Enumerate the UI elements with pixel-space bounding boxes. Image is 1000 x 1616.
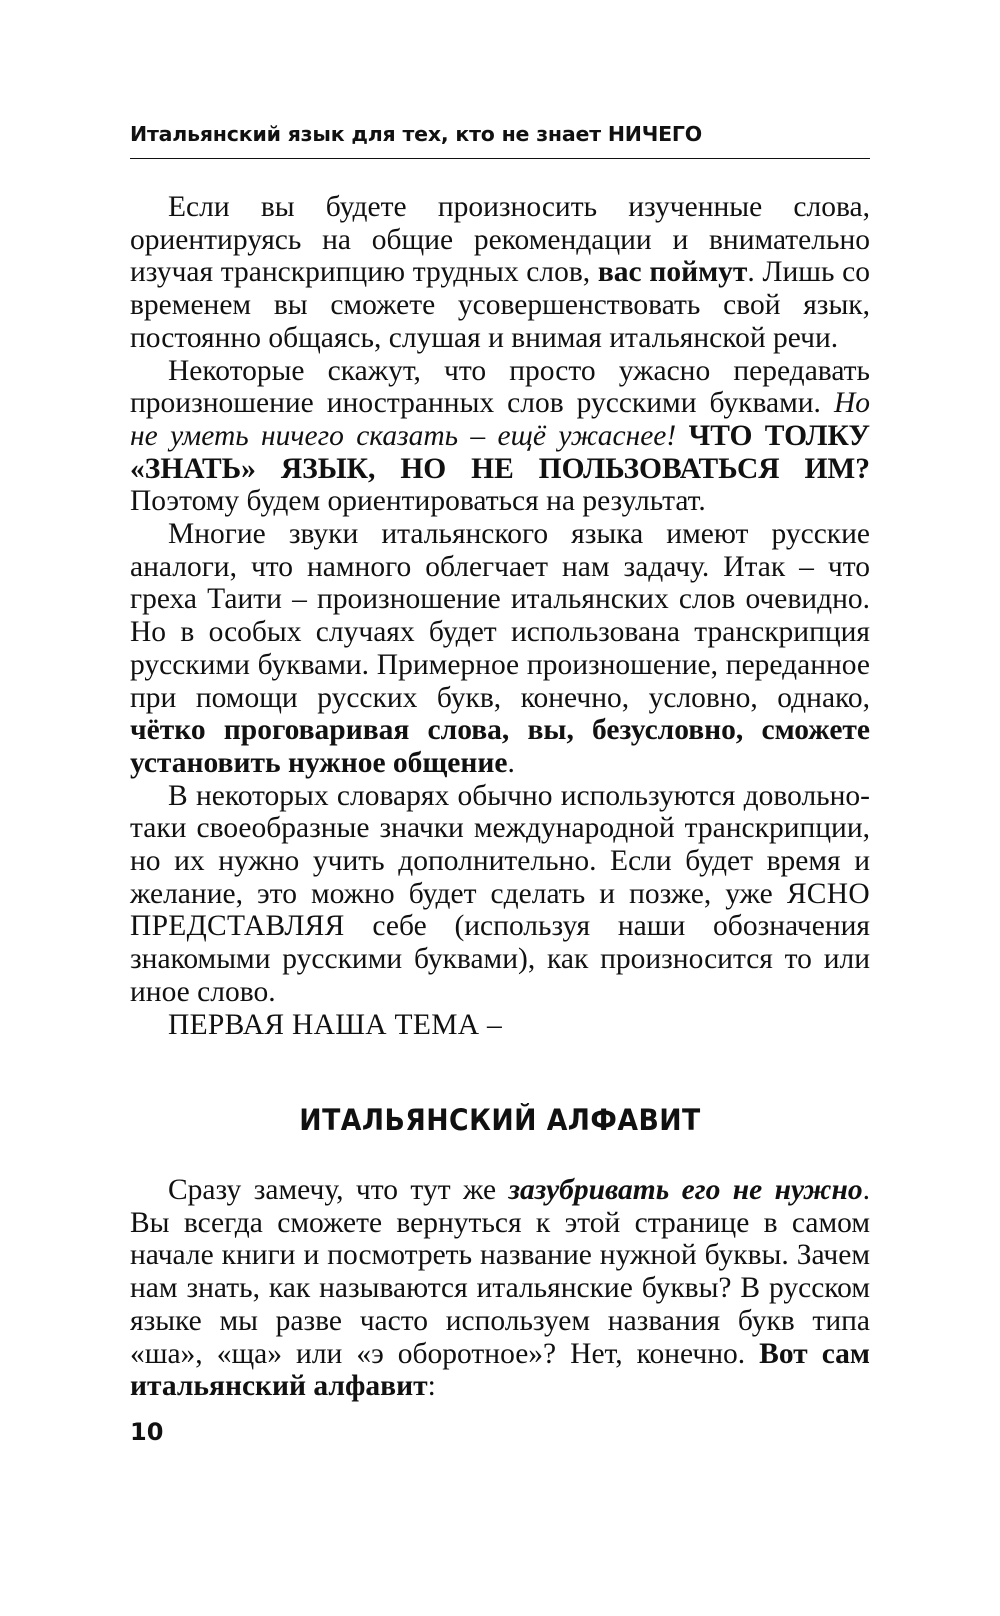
text-run: . Вы всегда сможете вернуться к этой странице в самом начале книги и посмотреть название нужной буквы. Зачем нам знать, как называются итальянские буквы? В русском языке мы разве часто используем названия букв типа «ша», «ща» или «э оборотное»? Нет, конечно. xyxy=(130,1174,871,1370)
text-run: ПЕРВАЯ НАША ТЕМА – xyxy=(168,1008,503,1041)
paragraph xyxy=(130,1009,870,1042)
paragraph xyxy=(130,518,870,780)
text-run: . xyxy=(507,746,515,779)
text-run: Сразу замечу, что тут же xyxy=(168,1174,509,1206)
text-run: Многие звуки итальянского языка имеют русские аналоги, что намного облегчает нам задачу. Итак – что греха Таити – произношение итальянских слов очевидно. Но в особых случаях будет использована транскрипция русскими буквами. Примерное произношение, переданное при помощи русских букв, конечно, условно, однако, xyxy=(130,518,870,714)
page-number: 10 xyxy=(130,1418,164,1446)
bold-emphasis: Вот сам итальянский алфавит xyxy=(130,1337,870,1403)
bold-emphasis: чётко проговаривая слова, вы, безусловно, сможете установить нужное общение xyxy=(130,714,870,779)
text-run: В некоторых словарях обычно используются довольно-таки своеобразные значки международной транскрипции, но их нужно учить дополнительно. Если будет время и желание, это можно будет сделать и позже, уже xyxy=(130,779,870,910)
text-run xyxy=(676,420,688,452)
bold-emphasis: ЧТО ТОЛКУ «ЗНАТЬ» ЯЗЫК, НО НЕ ПОЛЬЗОВАТЬСЯ ИМ? xyxy=(130,419,870,485)
text-run: Если вы будете произносить изученные слова, ориентируясь на общие рекомендации и внимательно изучая транскрипцию трудных слов, xyxy=(130,191,870,289)
text-run: : xyxy=(427,1370,436,1403)
italic-emphasis: Но не уметь ничего сказать – ещё ужаснее! xyxy=(130,387,870,452)
body-text-block xyxy=(130,191,870,1041)
paragraph xyxy=(130,355,870,519)
bold-emphasis: вас поймут xyxy=(597,256,748,289)
text-run: себе (используя наши обозначения знакомыми русскими буквами), как произносится то или иное слово. xyxy=(130,910,870,1008)
book-page xyxy=(130,0,870,1616)
text-run: . Лишь со временем вы сможете усовершенствовать свой язык, постоянно общаясь, слушая и внимая итальянской речи. xyxy=(130,256,871,354)
caps-emphasis: ЯСНО ПРЕДСТАВЛЯЯ xyxy=(130,877,870,943)
paragraph xyxy=(130,780,870,1009)
bold-italic-emphasis: зазубривать его не нужно xyxy=(508,1174,863,1206)
running-head: Итальянский язык для тех, кто не знает НИЧЕГО xyxy=(130,122,870,159)
text-run: Поэтому будем ориентироваться на результат. xyxy=(130,485,706,518)
body-text-block xyxy=(130,1174,870,1403)
section-title: ИТАЛЬЯНСКИЙ АЛФАВИТ xyxy=(299,1103,701,1137)
text-run: Некоторые скажут, что просто ужасно передавать произношение иностранных слов русскими буквами. xyxy=(130,354,870,420)
paragraph xyxy=(130,1174,870,1403)
paragraph xyxy=(130,191,870,355)
